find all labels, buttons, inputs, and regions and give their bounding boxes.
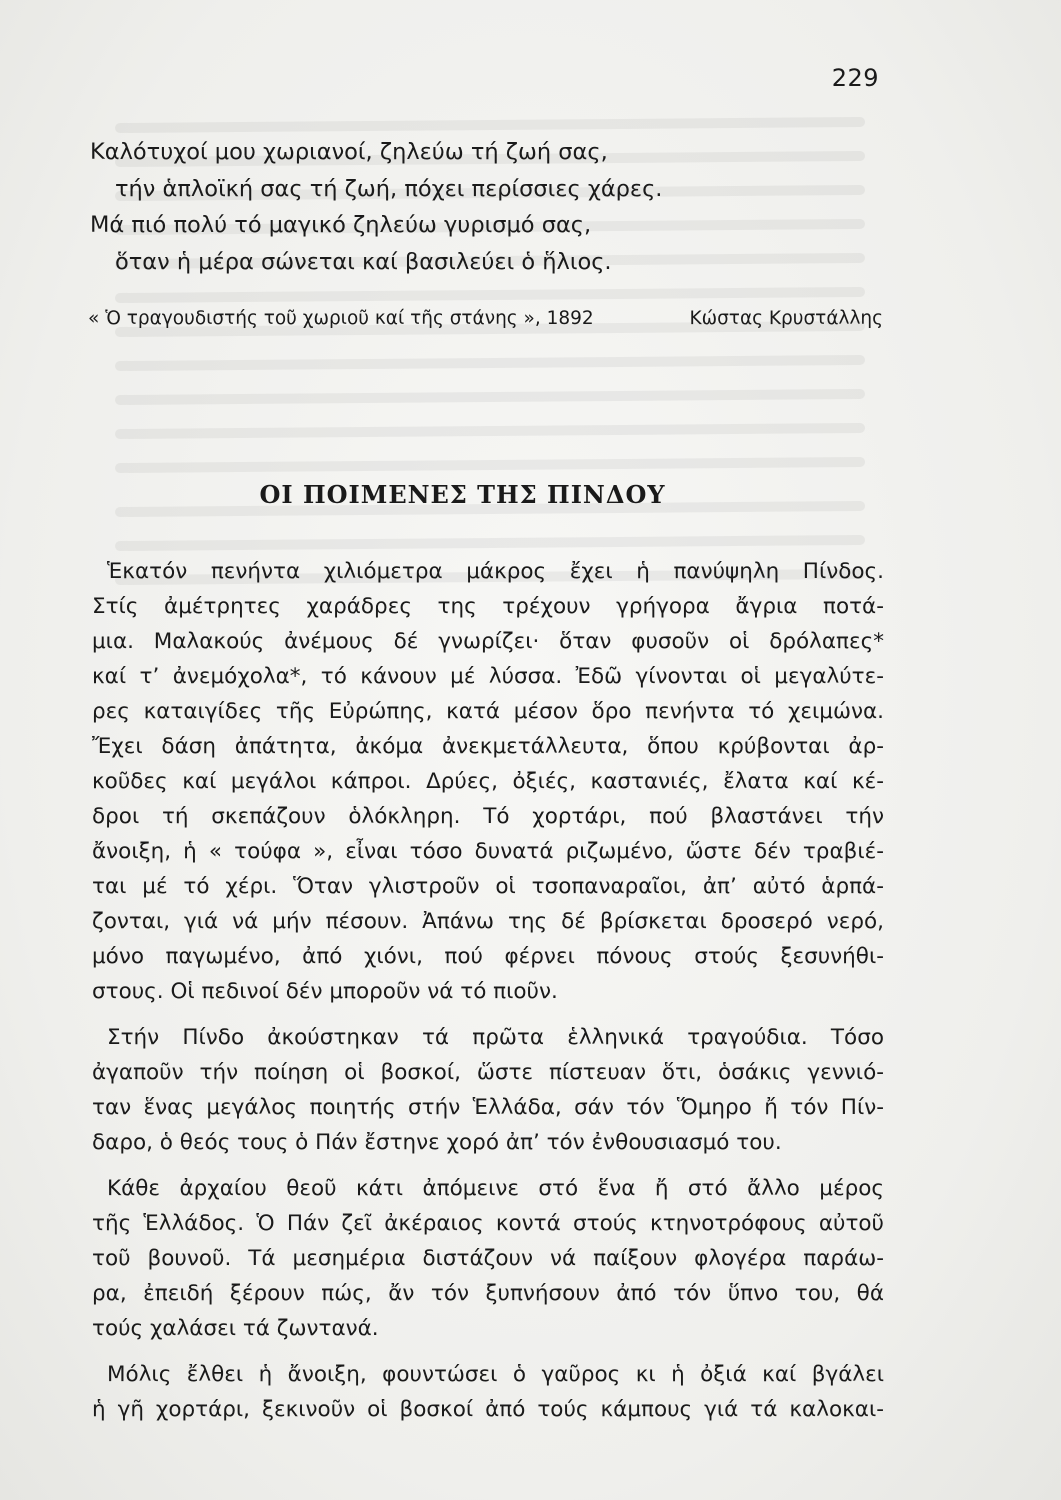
text-line: ἡ γῆ χορτάρι, ξεκινοῦν οἱ βοσκοί ἀπό τούς κάμπους γιά τά καλοκαι- (92, 1397, 884, 1422)
text-line: τούς χαλάσει τά ζωντανά. (92, 1316, 379, 1341)
paragraph (92, 1357, 884, 1427)
text-line: ἄνοιξη, ἡ « τούφα », εἶναι τόσο δυνατά ριζωμένο, ὥστε δέν τραβιέ- (92, 839, 884, 864)
text-line: Στίς ἀμέτρητες χαράδρες της τρέχουν γρήγορα ἄγρια ποτά- (92, 594, 884, 619)
text-line: Κάθε ἀρχαίου θεοῦ κάτι ἀπόμεινε στό ἕνα ἤ στό ἄλλο μέρος (107, 1176, 884, 1201)
text-line: κοῦδες καί μεγάλοι κάπροι. Δρύες, ὀξιές, καστανιές, ἔλατα καί κέ- (92, 769, 884, 794)
epigraph-line: τήν ἁπλοϊκή σας τή ζωή, πόχει περίσσιες χάρες. (115, 175, 663, 202)
epigraph-attribution (88, 308, 883, 329)
text-line: Ἔχει δάση ἀπάτητα, ἀκόμα ἀνεκμετάλλευτα, ὅπου κρύβονται ἀρ- (92, 734, 884, 759)
epigraph-line: Καλότυχοί μου χωριανοί, ζηλεύω τή ζωή σας, (90, 139, 608, 165)
paragraph (92, 1020, 884, 1160)
epigraph-line: ὅταν ἡ μέρα σώνεται καί βασιλεύει ὁ ἥλιος. (115, 248, 612, 275)
paragraph (92, 554, 884, 1009)
text-line: ρες καταιγίδες τῆς Εὐρώπης, κατά μέσον ὅρο πενήντα τό χειμώνα. (92, 699, 884, 724)
epigraph-line: Μά πιό πολύ τό μαγικό ζηλεύω γυρισμό σας, (90, 212, 592, 238)
epigraph-poem (90, 134, 890, 280)
text-line: τοῦ βουνοῦ. Τά μεσημέρια διστάζουν νά παίξουν φλογέρα παράω- (92, 1246, 884, 1271)
text-line: τῆς Ἑλλάδος. Ὁ Πάν ζεῖ ἀκέραιος κοντά στούς κτηνοτρόφους αὐτοῦ (92, 1211, 884, 1236)
text-line: ται μέ τό χέρι. Ὅταν γλιστροῦν οἱ τσοπαναραῖοι, ἀπ’ αὐτό ἁρπά- (92, 874, 884, 899)
text-line: στους. Οἱ πεδινοί δέν μποροῦν νά τό πιοῦν. (92, 979, 558, 1004)
text-line: ἀγαποῦν τήν ποίηση οἱ βοσκοί, ὥστε πίστευαν ὅτι, ὁσάκις γεννιό- (92, 1060, 884, 1085)
epigraph-author: Κώστας Κρυστάλλης (689, 308, 883, 329)
article-body (92, 554, 884, 1438)
text-line: καί τ’ ἀνεμόχολα*, τό κάνουν μέ λύσσα. Ἐδῶ γίνονται οἱ μεγαλύτε- (92, 664, 884, 689)
text-line: μόνο παγωμένο, ἀπό χιόνι, πού φέρνει πόνους στούς ξεσυνήθι- (92, 944, 884, 969)
text-line: ζονται, γιά νά μήν πέσουν. Ἀπάνω της δέ βρίσκεται δροσερό νερό, (92, 909, 884, 934)
paragraph (92, 1171, 884, 1346)
text-line: δροι τή σκεπάζουν ὁλόκληρη. Τό χορτάρι, πού βλαστάνει τήν (92, 804, 884, 829)
section-title: ΟΙ ΠΟΙΜΕΝΕΣ ΤΗΣ ΠΙΝΔΟΥ (259, 480, 666, 509)
text-line: ρα, ἐπειδή ξέρουν πώς, ἄν τόν ξυπνήσουν ἀπό τόν ὕπνο του, θά (92, 1281, 884, 1306)
text-line: Μόλις ἔλθει ἡ ἄνοιξη, φουντώσει ὁ γαῦρος κι ἡ ὀξιά καί βγάλει (107, 1362, 884, 1387)
page-number: 229 (831, 64, 879, 92)
text-line: Στήν Πίνδο ἀκούστηκαν τά πρῶτα ἑλληνικά τραγούδια. Τόσο (107, 1025, 884, 1050)
text-line: ταν ἕνας μεγάλος ποιητής στήν Ἑλλάδα, σάν τόν Ὅμηρο ἤ τόν Πίν- (92, 1095, 884, 1120)
text-line: Ἑκατόν πενήντα χιλιόμετρα μάκρος ἔχει ἡ πανύψηλη Πίνδος. (107, 559, 884, 584)
text-line: δαρο, ὁ θεός τους ὁ Πάν ἔστηνε χορό ἀπ’ τόν ἐνθουσιασμό του. (92, 1130, 782, 1155)
epigraph-source: « Ὁ τραγουδιστής τοῦ χωριοῦ καί τῆς στάνης », 1892 (88, 308, 594, 329)
text-line: μια. Μαλακούς ἀνέμους δέ γνωρίζει· ὅταν φυσοῦν οἱ δρόλαπες* (92, 629, 884, 654)
